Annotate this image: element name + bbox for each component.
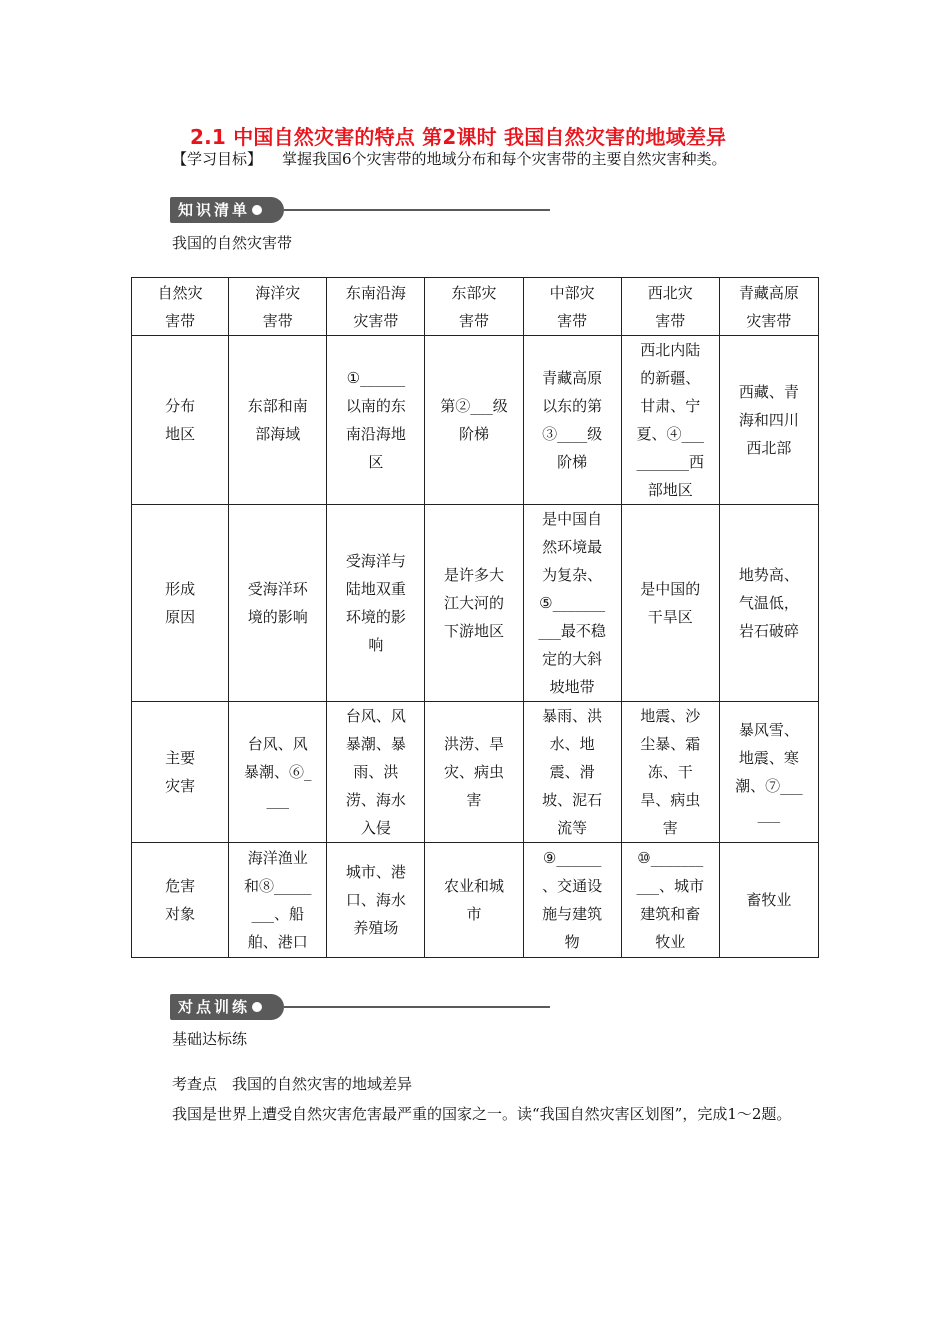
row-label-cell: 分布 地区 [132, 336, 229, 505]
table-cell: 农业和城 市 [425, 843, 523, 958]
disaster-zone-table [131, 277, 819, 958]
table-cell: ⑩_______ ___、城市 建筑和畜 牧业 [621, 843, 719, 958]
table-cell: 是许多大 江大河的 下游地区 [425, 505, 523, 702]
table-row [132, 505, 819, 702]
table-cell: 东部和南 部海域 [229, 336, 327, 505]
table-cell: ①______ 以南的东 南沿海地 区 [327, 336, 425, 505]
bullet-dot-icon [252, 205, 262, 215]
table-cell: 海洋渔业 和⑧_____ ___、船 舶、港口 [229, 843, 327, 958]
section-divider [284, 1006, 550, 1008]
row-label-cell: 主要 灾害 [132, 702, 229, 843]
section-divider [284, 209, 550, 211]
learning-goal-label: 【学习目标】 [172, 150, 263, 168]
section-tag-label: 对点训练 [178, 998, 251, 1016]
table-cell: 青藏高原 以东的第 ③____级 阶梯 [523, 336, 621, 505]
table-row [132, 702, 819, 843]
section-subtitle: 我国的自然灾害带 [172, 234, 293, 252]
table-cell: 地震、沙 尘暴、霜 冻、干 旱、病虫 害 [621, 702, 719, 843]
learning-goal [172, 148, 727, 169]
table-cell: 是中国的 干旱区 [621, 505, 719, 702]
section-tag-label: 知识清单 [178, 201, 251, 219]
table-cell: 第②___级 阶梯 [425, 336, 523, 505]
exam-topic: 考查点 我国的自然灾害的地域差异 [172, 1075, 413, 1093]
table-cell: 地势高、 气温低， 岩石破碎 [719, 505, 818, 702]
section-tag [170, 994, 284, 1020]
row-label-cell: 形成 原因 [132, 505, 229, 702]
table-header-row [132, 278, 819, 336]
table-cell: 西北内陆 的新疆、 甘肃、宁 夏、④___ _______西 部地区 [621, 336, 719, 505]
table-cell: 是中国自 然环境最 为复杂、 ⑤_______ ___最不稳 定的大斜 坡地带 [523, 505, 621, 702]
bullet-dot-icon [252, 1002, 262, 1012]
table-cell: 西藏、青 海和四川 西北部 [719, 336, 818, 505]
table-cell: 受海洋与 陆地双重 环境的影 响 [327, 505, 425, 702]
row-label-cell: 危害 对象 [132, 843, 229, 958]
question-paragraph: 我国是世界上遭受自然灾害危害最严重的国家之一。读“我国自然灾害区划图”，完成1～2题。 [172, 1105, 792, 1123]
learning-goal-text: 掌握我国6个灾害带的地域分布和每个灾害带的主要自然灾害种类。 [282, 150, 727, 168]
table-row [132, 843, 819, 958]
table-header-cell: 自然灾 害带 [132, 278, 229, 336]
table-header-cell: 青藏高原 灾害带 [719, 278, 818, 336]
section-tag [170, 197, 284, 223]
table-cell: 城市、港 口、海水 养殖场 [327, 843, 425, 958]
table-cell: 台风、风 暴潮、⑥_ ___ [229, 702, 327, 843]
table-cell: 受海洋环 境的影响 [229, 505, 327, 702]
practice-subtitle: 基础达标练 [172, 1030, 248, 1048]
table-header-cell: 西北灾 害带 [621, 278, 719, 336]
table-header-cell: 东部灾 害带 [425, 278, 523, 336]
table-header-cell: 海洋灾 害带 [229, 278, 327, 336]
table-cell: 畜牧业 [719, 843, 818, 958]
page-title: 2.1 中国自然灾害的特点 第2课时 我国自然灾害的地域差异 [190, 125, 727, 149]
table-header-cell: 中部灾 害带 [523, 278, 621, 336]
table-cell: 暴风雪、 地震、寒 潮、⑦___ ___ [719, 702, 818, 843]
table-cell: 台风、风 暴潮、暴 雨、洪 涝、海水 入侵 [327, 702, 425, 843]
table-header-cell: 东南沿海 灾害带 [327, 278, 425, 336]
table-row [132, 336, 819, 505]
table-cell: ⑨______ 、交通设 施与建筑 物 [523, 843, 621, 958]
table-cell: 洪涝、旱 灾、病虫 害 [425, 702, 523, 843]
table-cell: 暴雨、洪 水、地 震、滑 坡、泥石 流等 [523, 702, 621, 843]
